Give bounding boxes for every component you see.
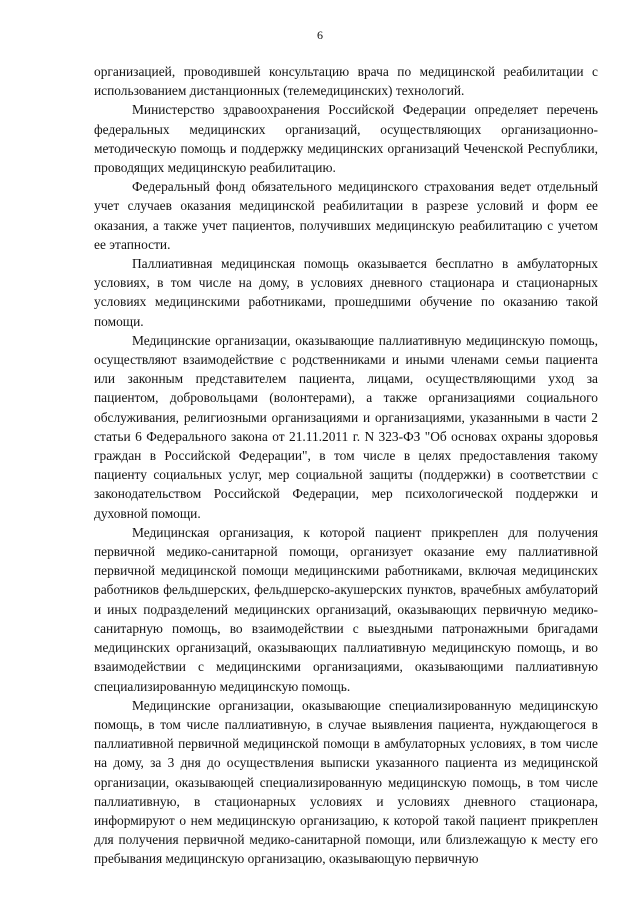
paragraph-palliative-free: Паллиативная медицинская помощь оказывается бесплатно в амбулаторных условиях, в том числе на дому, в условиях дневного стационара и стационарных условиях медицинскими работниками, прошедшими обучение по оказанию такой помощи. <box>94 256 598 329</box>
paragraph-insurance-fund: Федеральный фонд обязательного медицинского страхования ведет отдельный учет случаев оказания медицинской реабилитации в разрезе условий и форм ее оказания, а также учет пациентов, получивших медицинскую реабилитацию с учетом ее этапности. <box>94 179 598 252</box>
paragraph-ministry-list: Министерство здравоохранения Российской Федерации определяет перечень федеральных медицинских организаций, осуществляющих организационно-методическую помощь и поддержку медицинских организаций Чеченской Республики, проводящих медицинскую реабилитацию. <box>94 102 598 176</box>
page-number: 6 <box>317 28 323 42</box>
paragraph-specialized-care-discharge: Медицинские организации, оказывающие специализированную медицинскую помощь, в том числе паллиативную, в случае выявления пациента, нуждающегося в паллиативной первичной медицинской помощи в амбулаторных условиях, в том числе на дому, за 3 дня до осуществления выписки указанного пациента из медицинской организации, оказывающей специализированную медицинскую помощь, в том числе паллиативную, в стационарных условиях и условиях дневного стационара, информируют о нем медицинскую организацию, к которой такой пациент прикреплен для получения первичной медико-санитарной помощи, или близлежащую к месту его пребывания медицинскую организацию, оказывающую первичную <box>94 697 598 867</box>
paragraph-palliative-interaction: Медицинские организации, оказывающие паллиативную медицинскую помощь, осуществляют взаимодействие с родственниками и иными членами семьи пациента или законным представителем пациента, лицами, осуществляющими уход за пациентом, добровольцами (волонтерами), а также организациями социального обслуживания, религиозными организациями и организациями, указанными в части 2 статьи 6 Федерального закона от 21.11.2011 г. N 323-ФЗ "Об основах охраны здоровья граждан в Российской Федерации", в том числе в целях предоставления такому пациенту социальных услуг, мер социальной защиты (поддержки) в соответствии с законодательством Российской Федерации, мер психологической поддержки и духовной помощи. <box>94 332 598 521</box>
paragraph-continuation: организацией, проводившей консультацию врача по медицинской реабилитации с использованием дистанционных (телемедицинских) технологий. <box>94 64 598 99</box>
paragraph-primary-care-organization: Медицинская организация, к которой пациент прикреплен для получения первичной медико-санитарной помощи, организует оказание ему паллиативной первичной медицинской помощи медицинскими работниками, включая медицинских работников фельдшерских, фельдшерско-акушерских пунктов, врачебных амбулаторий и иных подразделений медицинских организаций, оказывающих первичную медико-санитарную помощь, во взаимодействии с выездными патронажными бригадами медицинских организаций, оказывающих паллиативную медицинскую помощь, и во взаимодействии с медицинскими организациями, оказывающими паллиативную специализированную медицинскую помощь. <box>94 524 598 694</box>
document-body <box>94 62 598 869</box>
